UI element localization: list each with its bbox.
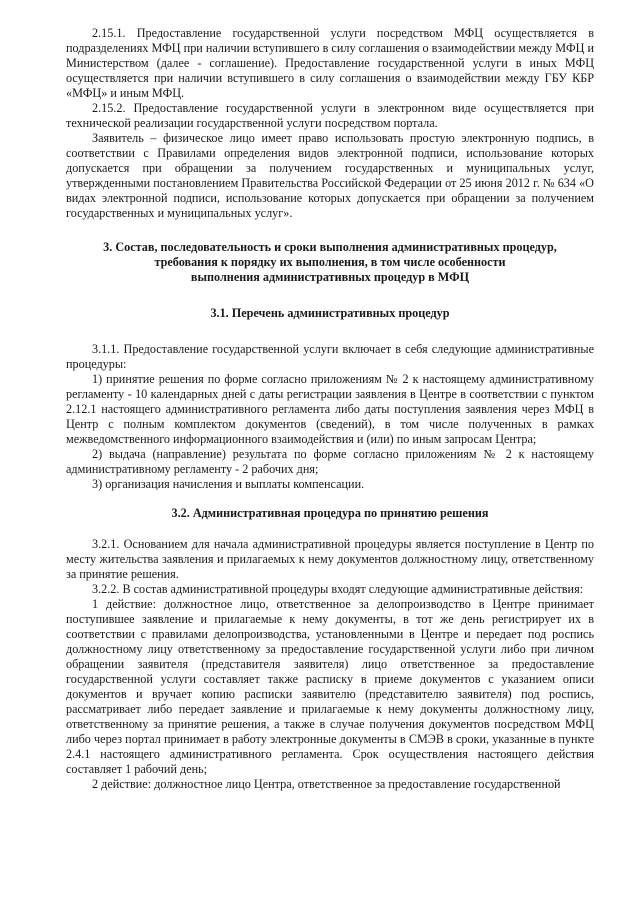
paragraph-3-2-2: 3.2.2. В состав административной процедуры входят следующие административные действия: [92, 582, 584, 596]
paragraph-3-1-1: 3.1.1. Предоставление государственной услуги включает в себя следующие административные процедуры: [66, 342, 594, 371]
section-3-heading-line-3: выполнения административных процедур в МФЦ [190, 270, 470, 284]
list-item-procedure-1: 1) принятие решения по форме согласно приложениям № 2 к настоящему административному регламенту - 10 календарных дней с даты регистрации заявления в Центре в соответствии с пунктом 2.12.1 настоящего административного регламента либо даты поступления заявления через МФЦ в Центр с полным комплектом документов (сведений), в том числе полученных в рамках межведомственного информационного взаимодействия и (или) по иным запросам Центра; [66, 372, 594, 446]
section-3-heading-line-1: 3. Состав, последовательность и сроки выполнения административных процедур, [103, 240, 557, 254]
paragraph-action-2: 2 действие: должностное лицо Центра, ответственное за предоставление государственной [92, 777, 561, 791]
paragraph-applicant-signature: Заявитель – физическое лицо имеет право использовать простую электронную подпись, в соответствии с Правилами определения видов электронной подписи, использование которых допускается при обращении за получением государственных и муниципальных услуг, утвержденными постановлением Правительства Российской Федерации от 25 июня 2012 г. № 634 «О видах электронной подписи, использование которых допускается при обращении за получением государственных и муниципальных услуг». [66, 131, 594, 220]
section-3-heading-line-2: требования к порядку их выполнения, в том числе особенности [154, 255, 506, 269]
paragraph-2-15-1: 2.15.1. Предоставление государственной услуги посредством МФЦ осуществляется в подразделениях МФЦ при наличии вступившего в силу соглашения о взаимодействии между МФЦ и Министерством (далее - соглашение). Предоставление государственной услуги в иных МФЦ осуществляется при наличии вступившего в силу соглашения о взаимодействии между ГБУ КБР «МФЦ» и иным МФЦ. [66, 26, 594, 100]
section-3-heading [66, 240, 594, 285]
subsection-3-1-title: 3.1. Перечень административных процедур [210, 306, 450, 320]
list-item-procedure-2: 2) выдача (направление) результата по форме согласно приложениям № 2 к настоящему административному регламенту - 2 рабочих дня; [66, 447, 594, 476]
paragraph-3-2-1: 3.2.1. Основанием для начала административной процедуры является поступление в Центр по месту жительства заявления и прилагаемых к нему документов должностному лицу, ответственному за принятие решения. [66, 537, 594, 581]
subsection-3-2-title: 3.2. Административная процедура по принятию решения [171, 506, 489, 520]
list-item-procedure-3: 3) организация начисления и выплаты компенсации. [92, 477, 365, 491]
paragraph-action-1: 1 действие: должностное лицо, ответственное за делопроизводство в Центре принимает поступившее заявление и прилагаемые к нему документы, в тот же день регистрирует их в соответствии с правилами делопроизводства, установленными в Центре и передает под роспись должностному лицу ответственному за предоставление государственной услуги либо при личном обращении заявителя (представителя заявителя) лицо ответственное за предоставление государственной услуги составляет также расписку в приеме документов с указанием описи документов и вручает копию расписки заявителю (представителю заявителя) под роспись, рассматривает либо передает заявление и прилагаемые к нему документы должностному лицу, ответственному за принятие решения, а также в случае получения документов посредством МФЦ либо через портал принимает в работу электронные документы в СМЭВ в сроки, указанные в пункте 2.4.1 настоящего административного регламента. Срок осуществления настоящего действия составляет 1 рабочий день; [66, 597, 594, 776]
paragraph-2-15-2: 2.15.2. Предоставление государственной услуги в электронном виде осуществляется при технической реализации государственной услуги посредством портала. [66, 101, 594, 130]
